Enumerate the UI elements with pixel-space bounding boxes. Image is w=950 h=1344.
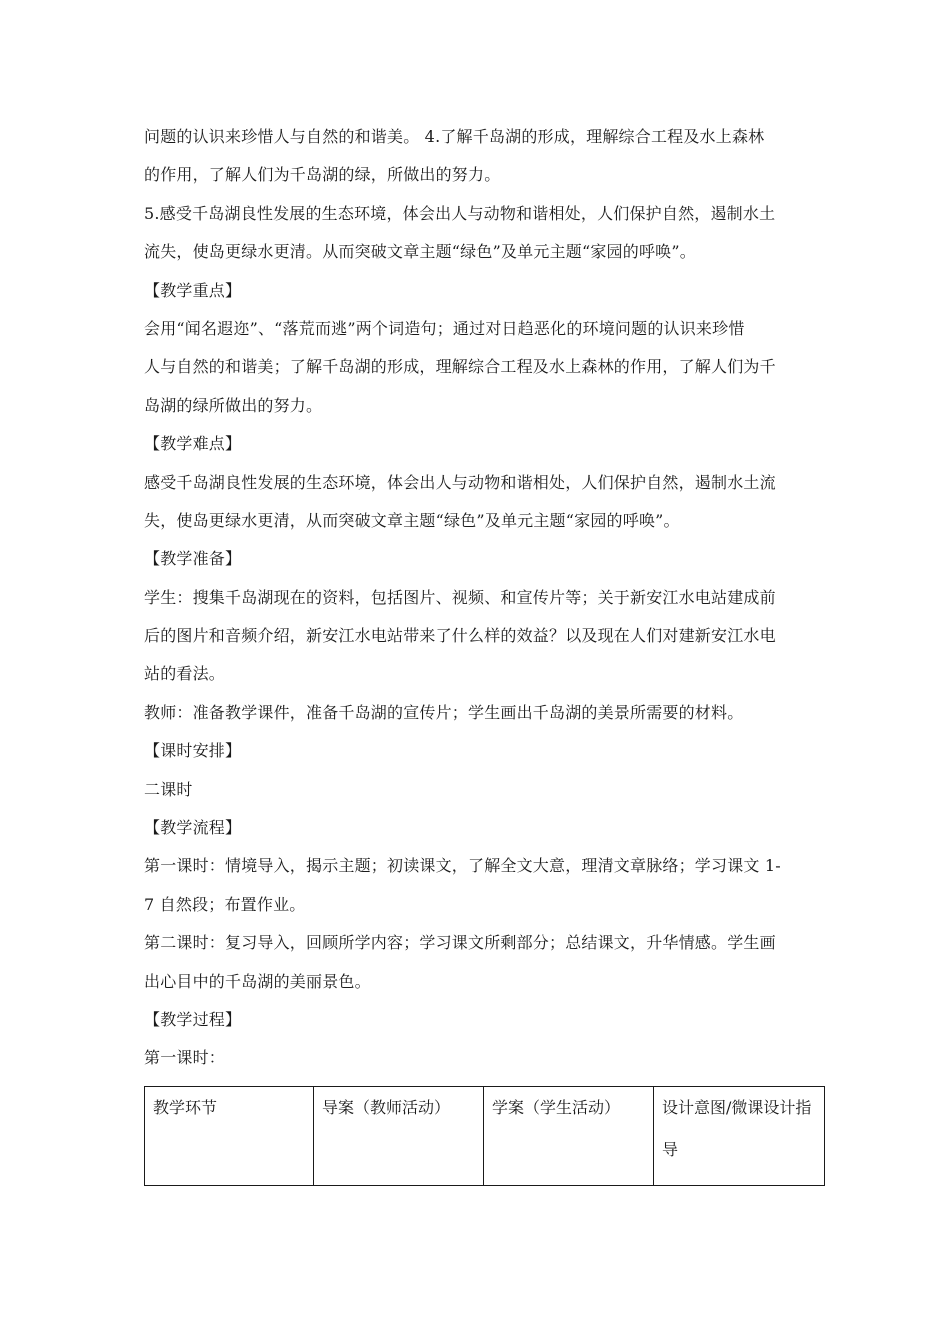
header-teacher-activity: 导案（教师活动） — [322, 1097, 451, 1117]
document-page — [144, 118, 824, 1186]
table-header-row — [145, 1086, 825, 1185]
text-line: 第一课时：情境导入，揭示主题；初读课文，了解全文大意，理清文章脉络；学习课文 1- — [144, 856, 781, 876]
text-line: 感受千岛湖良性发展的生态环境，体会出人与动物和谐相处，人们保护自然，遏制水土流 — [144, 472, 776, 492]
text-line: 第二课时：复习导入，回顾所学内容；学习课文所剩部分；总结课文，升华情感。学生画 — [144, 933, 776, 953]
text-line: 后的图片和音频介绍，新安江水电站带来了什么样的效益？以及现在人们对建新安江水电 — [144, 626, 776, 646]
header-teaching-stage: 教学环节 — [153, 1097, 218, 1117]
text-line: 流失，使岛更绿水更清。从而突破文章主题“绿色”及单元主题“家园的呼唤”。 — [144, 242, 696, 262]
section-heading: 【教学重点】 — [144, 280, 242, 300]
text-line: 的作用，了解人们为千岛湖的绿，所做出的努力。 — [144, 165, 501, 185]
header-design-intent: 设计意图/微课设计指导 — [662, 1097, 812, 1159]
text-line: 教师：准备教学课件，准备千岛湖的宣传片；学生画出千岛湖的美景所需要的材料。 — [144, 702, 744, 722]
text-line: 7 自然段；布置作业。 — [144, 894, 306, 914]
table-header-cell — [314, 1086, 484, 1185]
text-line: 二课时 — [144, 779, 193, 799]
section-heading: 【教学准备】 — [144, 549, 242, 569]
text-line: 人与自然的和谐美；了解千岛湖的形成，理解综合工程及水上森林的作用，了解人们为千 — [144, 357, 776, 377]
text-line: 站的看法。 — [144, 664, 226, 684]
table-header-cell — [484, 1086, 654, 1185]
lesson-table-wrapper — [144, 1086, 824, 1186]
header-student-activity: 学案（学生活动） — [492, 1097, 621, 1117]
text-line: 岛湖的绿所做出的努力。 — [144, 395, 323, 415]
text-line: 学生：搜集千岛湖现在的资料，包括图片、视频、和宣传片等；关于新安江水电站建成前 — [144, 587, 776, 607]
section-heading: 【教学过程】 — [144, 1009, 242, 1029]
lesson-plan-table — [144, 1086, 825, 1186]
table-header-cell — [145, 1086, 314, 1185]
text-line: 会用“闻名遐迩”、“落荒而逃”两个词造句；通过对日趋恶化的环境问题的认识来珍惜 — [144, 318, 745, 338]
text-line: 问题的认识来珍惜人与自然的和谐美。 4.了解千岛湖的形成，理解综合工程及水上森林 — [144, 127, 765, 146]
text-line: 第一课时： — [144, 1048, 226, 1068]
text-line: 5.感受千岛湖良性发展的生态环境，体会出人与动物和谐相处，人们保护自然，遏制水土 — [144, 203, 776, 223]
section-heading: 【课时安排】 — [144, 741, 242, 761]
table-header-cell — [654, 1086, 825, 1185]
text-line: 出心目中的千岛湖的美丽景色。 — [144, 971, 371, 991]
text-line: 失，使岛更绿水更清，从而突破文章主题“绿色”及单元主题“家园的呼唤”。 — [144, 510, 680, 530]
section-heading: 【教学难点】 — [144, 434, 242, 454]
section-heading: 【教学流程】 — [144, 818, 242, 838]
